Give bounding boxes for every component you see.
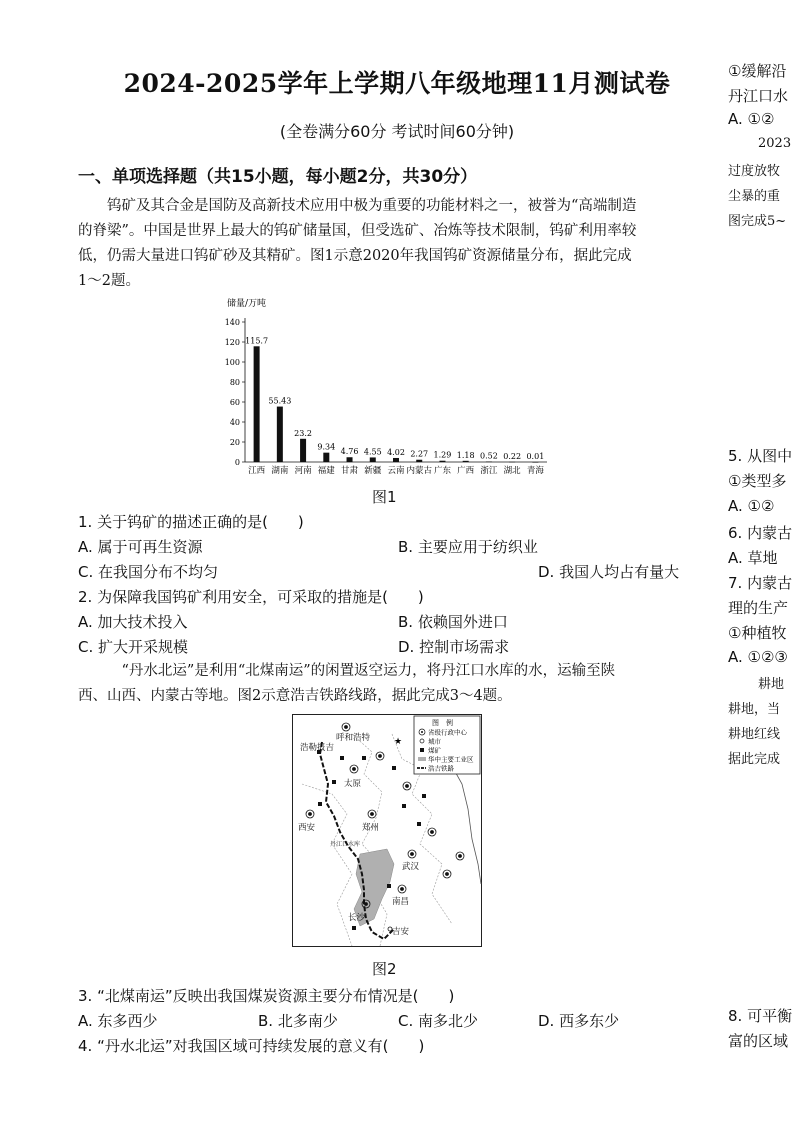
chart-data-label: 9.34	[317, 442, 336, 452]
right-column-text: A. 草地	[728, 549, 778, 567]
right-column-text: 耕地	[758, 677, 785, 692]
right-column-text: 过度放牧	[728, 164, 781, 179]
chart-y-tick-label: 40	[229, 418, 240, 427]
chart-category-label: 河南	[294, 466, 312, 476]
chart-data-label: 4.76	[340, 447, 359, 457]
chart-data-label: 0.52	[480, 451, 498, 461]
chart-bar	[509, 462, 515, 463]
figure-1-caption: 图1	[372, 488, 397, 506]
right-column-text: A. ①②	[728, 497, 775, 515]
exam-subtitle: (全卷满分60分 考试时间60分钟)	[279, 122, 515, 141]
chart-data-label: 1.18	[456, 450, 475, 460]
question-2-option-b[interactable]: B. 依赖国外进口	[398, 613, 508, 631]
right-column-text: A. ①②③	[728, 648, 788, 666]
passage-2	[78, 659, 698, 709]
passage-1-line: 1～2题。	[78, 273, 140, 289]
right-column-text: 6. 内蒙古	[728, 524, 793, 542]
question-3-stem: 3. “北煤南运”反映出我国煤炭资源主要分布情况是( )	[78, 987, 455, 1005]
chart-data-label: 23.2	[294, 428, 312, 438]
map-legend-title: 图 例	[432, 719, 453, 727]
chart-bar	[463, 461, 469, 462]
map-legend-item: 省级行政中心	[428, 728, 467, 737]
chart-y-tick-label: 80	[229, 378, 240, 387]
map-label-danjiangkou-reservoir: 丹江口水库	[330, 841, 361, 848]
chart-data-label: 4.55	[363, 447, 382, 457]
question-4-stem: 4. “丹水北运”对我国区域可持续发展的意义有( )	[78, 1037, 425, 1055]
right-column-text: 理的生产	[728, 599, 789, 617]
question-1-stem: 1. 关于钨矿的描述正确的是( )	[78, 513, 304, 531]
passage-1-line: 的脊梁”。中国是世界上最大的钨矿储量国，但受选矿、冶炼等技术限制，钨矿利用率较	[78, 223, 637, 239]
chart-y-axis-label: 储量/万吨	[227, 299, 267, 309]
map-legend-item: 城市	[428, 737, 441, 746]
chart-bar	[439, 461, 445, 462]
chart-y-tick-label: 100	[224, 358, 240, 367]
chart-data-label: 4.02	[387, 447, 405, 457]
question-2-option-a[interactable]: A. 加大技术投入	[78, 613, 188, 631]
question-3-option-b[interactable]: B. 北多南少	[258, 1012, 338, 1030]
chart-bar	[254, 346, 260, 462]
right-column-text: ①类型多	[728, 472, 787, 490]
question-2-stem: 2. 为保障我国钨矿利用安全，可采取的措施是( )	[78, 588, 424, 606]
chart-y-tick-label: 0	[234, 458, 240, 467]
right-column-text: A. ①②	[728, 110, 775, 128]
chart-y-tick-label: 140	[224, 318, 240, 327]
question-3-option-d[interactable]: D. 西多东少	[538, 1012, 620, 1030]
passage-1-line: 低，仍需大量进口钨矿砂及其精矿。图1示意2020年我国钨矿资源储量分布，据此完成	[78, 248, 632, 264]
map-legend-item: 煤矿	[428, 746, 441, 755]
chart-category-label: 浙江	[480, 466, 498, 476]
question-3-option-a[interactable]: A. 东多西少	[78, 1012, 158, 1030]
question-2-option-d[interactable]: D. 控制市场需求	[398, 638, 510, 656]
map-legend-item: 华中主要工业区	[428, 755, 474, 764]
right-column-text: 图完成5~	[728, 214, 787, 229]
chart-category-label: 甘肃	[341, 466, 359, 476]
passage-1	[78, 194, 698, 294]
chart-bars	[245, 336, 544, 476]
chart-category-label: 江西	[248, 466, 266, 476]
passage-1-line: 钨矿及其合金是国防及高新技术应用中极为重要的功能材料之一，被誉为“高端制造	[107, 198, 637, 214]
map-label-zhengzhou: 郑州	[362, 823, 380, 833]
chart-data-label: 115.7	[245, 336, 269, 346]
chart-data-label: 0.22	[503, 451, 522, 461]
right-column-text: 8. 可平衡	[728, 1007, 793, 1025]
exam-title: 2024-2025学年上学期八年级地理11月测试卷	[123, 69, 671, 98]
map-label-nanchang: 南昌	[392, 897, 410, 907]
map-label-changsha: 长沙	[348, 913, 366, 923]
right-column-text: 尘暴的重	[728, 189, 781, 204]
chart-category-label: 湖北	[503, 466, 521, 476]
map-label-jian: 吉安	[392, 927, 410, 937]
right-column-text: 耕地红线	[728, 727, 781, 742]
right-column-text: ①缓解沿	[728, 62, 787, 80]
haoji-railway-map	[292, 714, 482, 947]
right-column-text: 据此完成	[728, 752, 781, 767]
beijing-star-icon: ★	[394, 737, 403, 747]
right-column-text: 7. 内蒙古	[728, 574, 793, 592]
question-1-option-c[interactable]: C. 在我国分布不均匀	[78, 563, 219, 581]
question-1-option-d[interactable]: D. 我国人均占有量大	[538, 563, 680, 581]
chart-bar	[532, 462, 538, 463]
map-legend	[414, 716, 480, 774]
passage-2-line: “丹水北运”是利用“北煤南运”的闲置返空运力，将丹江口水库的水，运输至陕	[121, 663, 616, 679]
chart-data-label: 0.01	[526, 451, 545, 461]
chart-category-label: 内蒙古	[406, 466, 432, 476]
question-1-option-a[interactable]: A. 属于可再生资源	[78, 538, 203, 556]
right-column-text: 耕地，当	[728, 702, 781, 717]
chart-bar	[393, 458, 399, 462]
map-label-haolebaoji: 浩勒报吉	[300, 743, 335, 753]
passage-2-line: 西、山西、内蒙古等地。图2示意浩吉铁路线路，据此完成3～4题。	[78, 688, 512, 704]
map-legend-item: 浩吉铁路	[428, 764, 454, 773]
chart-bar	[370, 457, 376, 462]
question-3-option-c[interactable]: C. 南多北少	[398, 1012, 479, 1030]
chart-y-tick-label: 60	[229, 398, 240, 407]
chart-category-label: 青海	[526, 466, 544, 476]
chart-category-label: 广西	[457, 466, 475, 476]
question-1-option-b[interactable]: B. 主要应用于纺织业	[398, 538, 538, 556]
map-label-xian: 西安	[298, 823, 316, 833]
right-column-text: 丹江口水	[728, 87, 789, 105]
chart-bar	[277, 407, 283, 462]
chart-category-label: 云南	[387, 466, 405, 476]
chart-bar	[300, 439, 306, 462]
chart-data-label: 55.43	[268, 396, 292, 406]
chart-bar	[323, 453, 329, 462]
chart-y-tick-label: 20	[229, 438, 240, 447]
chart-axes	[225, 318, 547, 467]
map-label-hohhot: 呼和浩特	[336, 733, 371, 743]
chart-bar	[347, 457, 353, 462]
right-column-text: 5. 从图中	[728, 447, 793, 465]
right-column-text: 富的区域	[728, 1032, 789, 1050]
chart-category-label: 广东	[433, 466, 451, 476]
map-label-wuhan: 武汉	[402, 862, 420, 872]
chart-category-label: 湖南	[271, 466, 289, 476]
chart-data-label: 2.27	[410, 449, 429, 459]
chart-category-label: 福建	[317, 466, 335, 476]
question-2-option-c[interactable]: C. 扩大开采规模	[78, 638, 189, 656]
chart-bar	[416, 460, 422, 462]
map-label-taiyuan: 太原	[344, 779, 362, 789]
tungsten-reserve-chart	[215, 292, 555, 477]
chart-y-tick-label: 120	[224, 338, 240, 347]
right-column-text: ①种植牧	[728, 624, 787, 642]
chart-data-label: 1.29	[433, 450, 452, 460]
right-column-text: 2023	[758, 136, 792, 151]
figure-2-caption: 图2	[372, 960, 397, 978]
section-heading: 一、单项选择题（共15小题，每小题2分，共30分）	[78, 167, 478, 187]
chart-bar	[486, 461, 492, 462]
chart-category-label: 新疆	[364, 466, 382, 476]
